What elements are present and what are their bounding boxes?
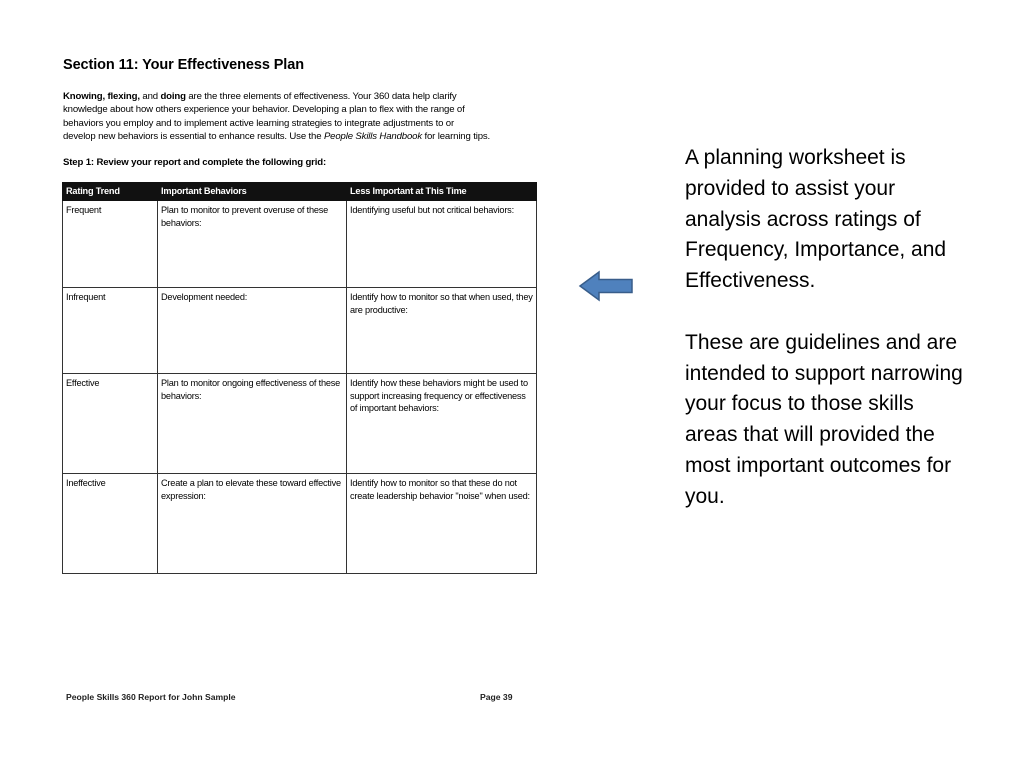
intro-line-2: knowledge about how others experience your behavior. Developing a plan to flex with the range of — [63, 104, 465, 116]
grid-row-ineffective — [63, 474, 537, 574]
rating-trend-cell: Frequent — [63, 201, 158, 288]
less-important-cell: Identify how to monitor so that when used, they are productive: — [347, 288, 537, 374]
less-important-cell: Identify how these behaviors might be used to support increasing frequency or effectiveness of important behaviors: — [347, 374, 537, 474]
footer-page-number: Page 39 — [480, 692, 513, 702]
intro-paragraph — [63, 90, 533, 143]
rating-trend-cell: Effective — [63, 374, 158, 474]
grid-row-infrequent — [63, 288, 537, 374]
important-behaviors-cell: Development needed: — [158, 288, 347, 374]
header-less-important: Less Important at This Time — [347, 183, 537, 201]
explanation-text — [685, 143, 965, 513]
step-label: Step 1: Review your report and complete the following grid: — [63, 157, 327, 168]
worksheet-page-image — [62, 54, 538, 714]
left-arrow-icon — [578, 270, 634, 302]
explanation-paragraph-1: A planning worksheet is provided to assist your analysis across ratings of Frequency, Importance, and Effectiveness. — [685, 146, 947, 293]
important-behaviors-cell: Plan to monitor ongoing effectiveness of these behaviors: — [158, 374, 347, 474]
grid-row-effective — [63, 374, 537, 474]
less-important-cell: Identifying useful but not critical behaviors: — [347, 201, 537, 288]
rating-trend-cell: Infrequent — [63, 288, 158, 374]
header-rating-trend: Rating Trend — [63, 183, 158, 201]
grid-header-row — [63, 183, 537, 201]
less-important-cell: Identify how to monitor so that these do not create leadership behavior "noise" when used: — [347, 474, 537, 574]
effectiveness-grid — [62, 182, 537, 574]
important-behaviors-cell: Create a plan to elevate these toward effective expression: — [158, 474, 347, 574]
grid-row-frequent — [63, 201, 537, 288]
footer-report-name: People Skills 360 Report for John Sample — [66, 692, 236, 702]
intro-line-4: develop new behaviors is essential to enhance results. Use the People Skills Handbook for learning tips. — [63, 130, 491, 142]
explanation-paragraph-2: These are guidelines and are intended to support narrowing your focus to those skills areas that will provided the most important outcomes for you. — [685, 330, 963, 508]
intro-line-1: Knowing, flexing, and doing are the three elements of effectiveness. Your 360 data help clarify — [63, 91, 457, 102]
arrow-shape — [580, 272, 632, 300]
header-important-behaviors: Important Behaviors — [158, 183, 347, 201]
section-title: Section 11: Your Effectiveness Plan — [63, 57, 304, 73]
important-behaviors-cell: Plan to monitor to prevent overuse of these behaviors: — [158, 201, 347, 288]
intro-line-3: behaviors you employ and to implement active learning strategies to integrate adjustments to or — [63, 117, 455, 129]
handbook-title: People Skills Handbook — [323, 130, 422, 142]
rating-trend-cell: Ineffective — [63, 474, 158, 574]
